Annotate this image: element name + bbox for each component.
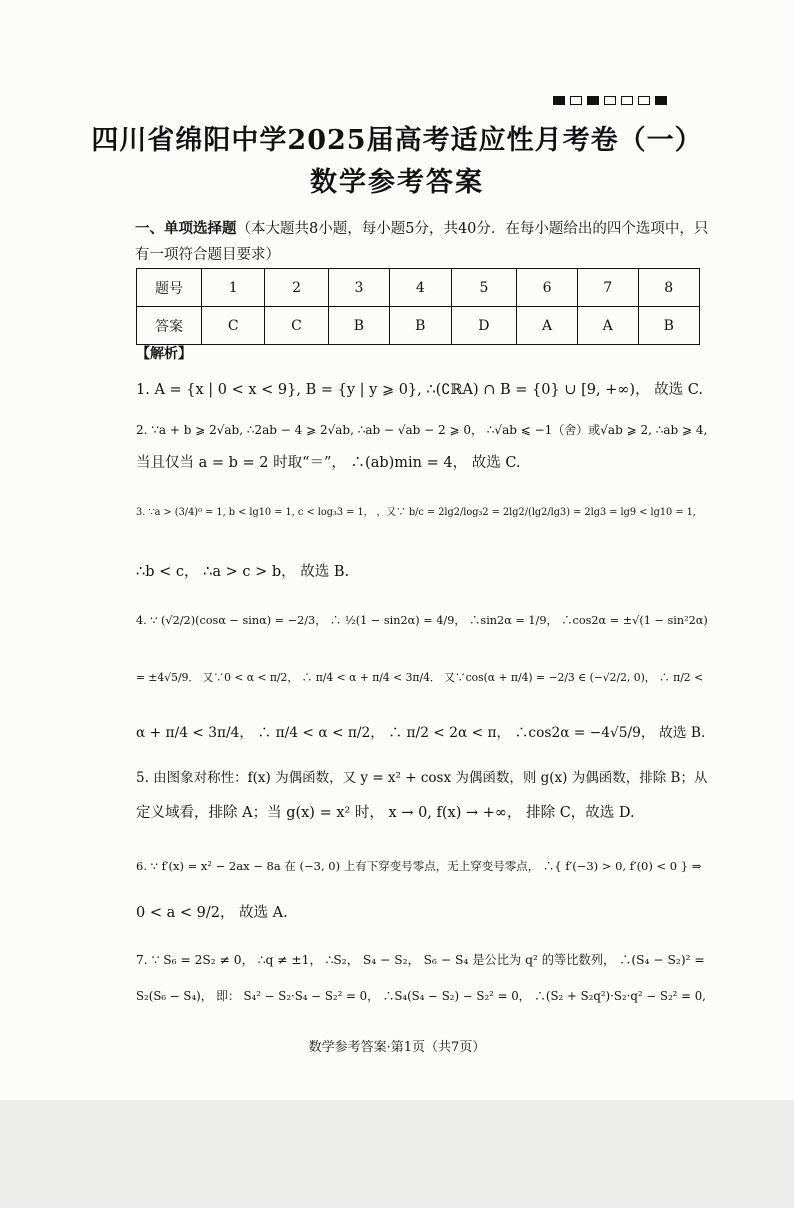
mark bbox=[570, 96, 582, 105]
answer-table bbox=[136, 268, 700, 345]
table-row-questions bbox=[137, 269, 700, 307]
page-footer: 数学参考答案·第1页（共7页） bbox=[308, 1040, 486, 1055]
table-cell: B bbox=[638, 307, 699, 345]
scan-margin bbox=[0, 1100, 794, 1208]
solution-7-line-1: 7. ∵ S₆ = 2S₂ ≠ 0， ∴q ≠ ±1， ∴S₂， S₄ − S₂， S₆ − S₄ 是公比为 q² 的等比数列， ∴(S₄ − S₂)² = bbox=[136, 953, 705, 967]
table-cell: B bbox=[328, 307, 389, 345]
registration-marks bbox=[553, 96, 667, 105]
page-title: 四川省绵阳中学2025届高考适应性月考卷（一） bbox=[91, 125, 703, 156]
row-label-answer: 答案 bbox=[137, 307, 202, 345]
table-cell: A bbox=[577, 307, 638, 345]
solution-4-line-2: = ±4√5/9． 又∵0 < α < π/2， ∴ π/4 < α + π/4 < 3π/4． 又∵cos(α + π/4) = −2/3 ∈ (−√2/2, 0)， ∴ π/2 < bbox=[136, 671, 704, 684]
solution-6-line-1: 6. ∵ f′(x) = x² − 2ax − 8a 在 (−3, 0) 上有下穿变号零点，无上穿变号零点， ∴{ f′(−3) > 0, f′(0) < 0 } ⇒ bbox=[136, 859, 702, 873]
mark bbox=[638, 96, 650, 105]
mark bbox=[604, 96, 616, 105]
table-cell: A bbox=[517, 307, 578, 345]
page-subtitle: 数学参考答案 bbox=[310, 167, 484, 198]
solution-2-line-2: 当且仅当 a = b = 2 时取“＝”， ∴(ab)min = 4， 故选 C. bbox=[136, 455, 521, 471]
solution-1: 1. A = {x | 0 < x < 9}, B = {y | y ⩾ 0}, ∴(∁ℝA) ∩ B = {0} ∪ [9, +∞)， 故选 C. bbox=[136, 382, 703, 398]
section-instruction: （本大题共8小题，每小题5分，共40分．在每小题给出的四个选项中，只有一项符合题目要求） bbox=[135, 221, 709, 263]
analysis-label: 【解析】 bbox=[136, 346, 192, 362]
table-cell: 2 bbox=[265, 269, 328, 307]
solution-4-line-1: 4. ∵ (√2/2)(cosα − sinα) = −2/3， ∴ ½(1 − sin2α) = 4/9， ∴sin2α = 1/9， ∴cos2α = ±√(1 − sin²2α) bbox=[136, 614, 708, 627]
table-cell: 7 bbox=[577, 269, 638, 307]
solution-5-line-1: 5. 由图象对称性：f(x) 为偶函数，又 y = x² + cosx 为偶函数，则 g(x) 为偶函数，排除 B；从 bbox=[136, 770, 708, 786]
section-intro bbox=[135, 216, 710, 268]
table-cell: B bbox=[390, 307, 451, 345]
table-cell: C bbox=[265, 307, 328, 345]
table-cell: 1 bbox=[202, 269, 265, 307]
solution-5-line-2: 定义域看，排除 A；当 g(x) = x² 时， x → 0, f(x) → +∞， 排除 C，故选 D. bbox=[136, 805, 635, 821]
row-label-question: 题号 bbox=[137, 269, 202, 307]
solution-7-line-2: S₂(S₆ − S₄)， 即： S₄² − S₂·S₄ − S₂² = 0， ∴S₄(S₄ − S₂) − S₂² = 0， ∴(S₂ + S₂q²)·S₂·q² − S₂² = 0, bbox=[136, 989, 706, 1003]
table-cell: C bbox=[202, 307, 265, 345]
table-cell: 6 bbox=[517, 269, 578, 307]
table-row-answers bbox=[137, 307, 700, 345]
table-cell: 3 bbox=[328, 269, 389, 307]
mark bbox=[553, 96, 565, 105]
section-heading: 一、单项选择题 bbox=[135, 221, 237, 237]
table-cell: 4 bbox=[390, 269, 451, 307]
table-cell: 8 bbox=[638, 269, 699, 307]
solution-4-line-3: α + π/4 < 3π/4， ∴ π/4 < α < π/2， ∴ π/2 < 2α < π， ∴cos2α = −4√5/9， 故选 B. bbox=[136, 725, 706, 741]
mark bbox=[587, 96, 599, 105]
mark bbox=[655, 96, 667, 105]
mark bbox=[621, 96, 633, 105]
table-cell: 5 bbox=[451, 269, 517, 307]
solution-6-line-2: 0 < a < 9/2， 故选 A. bbox=[136, 905, 288, 921]
table-cell: D bbox=[451, 307, 517, 345]
solution-2-line-1: 2. ∵a + b ⩾ 2√ab, ∴2ab − 4 ⩾ 2√ab, ∴ab − √ab − 2 ⩾ 0， ∴√ab ⩽ −1（舍）或√ab ⩾ 2, ∴ab ⩾ 4, bbox=[136, 423, 708, 437]
solution-3-line-2: ∴b < c， ∴a > c > b， 故选 B. bbox=[136, 564, 350, 580]
solution-3-line-1: 3. ∵a > (3/4)⁰ = 1, b < lg10 = 1, c < log₃3 = 1， ，又∵ b/c = 2lg2/log₃2 = 2lg2/(lg2/lg3) = 2lg3 = lg9 < lg10 = 1, bbox=[136, 507, 696, 518]
